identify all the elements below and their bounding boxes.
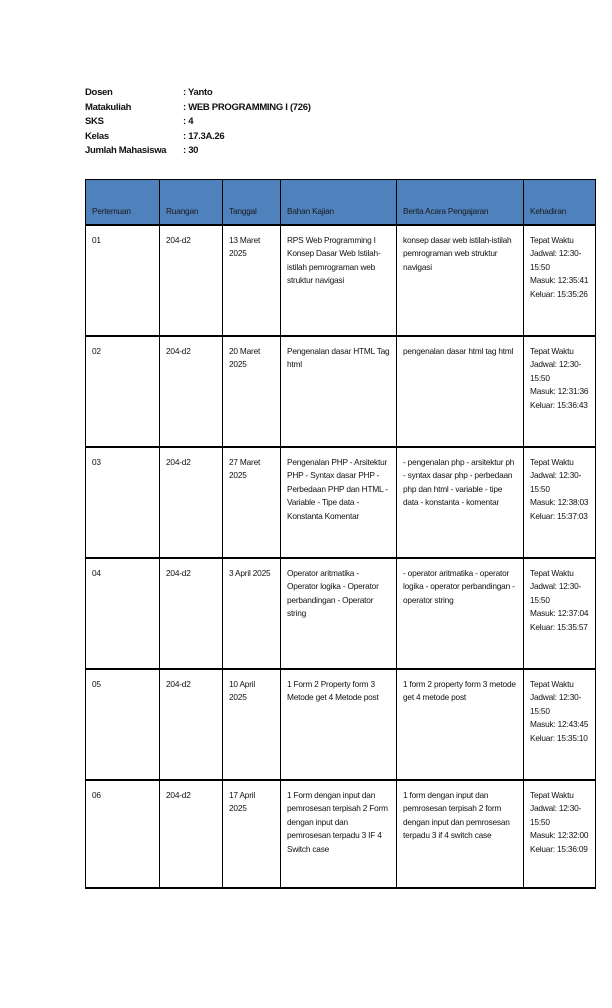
attendance-jadwal: Jadwal: 12:30-15:50	[530, 803, 582, 827]
attendance-masuk: Masuk: 12:38:03	[530, 497, 589, 508]
attendance-masuk: Masuk: 12:43:45	[530, 719, 589, 730]
info-label-dosen: Dosen	[85, 87, 113, 98]
cell-ruangan: 204-d2	[160, 780, 223, 888]
cell-ruangan: 204-d2	[160, 336, 223, 447]
cell-berita-acara: 1 form 2 property form 3 metode get 4 metode post	[397, 669, 524, 780]
cell-pertemuan: 04	[86, 558, 160, 669]
cell-ruangan: 204-d2	[160, 225, 223, 336]
cell-kehadiran	[524, 225, 596, 336]
attendance-jadwal: Jadwal: 12:30-15:50	[530, 470, 582, 494]
attendance-jadwal: Jadwal: 12:30-15:50	[530, 581, 582, 605]
cell-tanggal: 10 April 2025	[223, 669, 281, 780]
info-row-sks	[85, 115, 311, 130]
header-ruangan: Ruangan	[160, 180, 223, 226]
info-value-matakuliah: : WEB PROGRAMMING I (726)	[183, 101, 311, 113]
attendance-keluar: Keluar: 15:35:57	[530, 621, 588, 632]
table-row	[86, 669, 596, 780]
attendance-keluar: Keluar: 15:36:09	[530, 843, 588, 854]
info-row-matakuliah	[85, 101, 311, 116]
table-row	[86, 225, 596, 336]
cell-berita-acara: - pengenalan php - arsitektur ph - syntax dasar php - perbedaan php dan html - variable - tipe data - konstanta - komentar	[397, 447, 524, 558]
attendance-status: Tepat Waktu	[530, 790, 574, 800]
attendance-keluar: Keluar: 15:36:43	[530, 399, 588, 410]
cell-kehadiran	[524, 558, 596, 669]
info-label-jumlah-mahasiswa: Jumlah Mahasiswa	[85, 145, 167, 156]
cell-kehadiran	[524, 336, 596, 447]
attendance-keluar: Keluar: 15:35:10	[530, 732, 588, 743]
header-pertemuan: Pertemuan	[86, 180, 160, 226]
info-row-dosen	[85, 86, 311, 101]
info-value-dosen: : Yanto	[183, 87, 213, 98]
attendance-status: Tepat Waktu	[530, 457, 574, 467]
header-bahan-kajian: Bahan Kajian	[281, 180, 397, 226]
cell-pertemuan: 01	[86, 225, 160, 336]
attendance-status: Tepat Waktu	[530, 235, 574, 245]
info-row-kelas	[85, 130, 311, 145]
table-row	[86, 780, 596, 888]
cell-bahan-kajian: 1 Form 2 Property form 3 Metode get 4 Metode post	[281, 669, 397, 780]
cell-bahan-kajian: Pengenalan PHP - Arsitektur PHP - Syntax dasar PHP - Perbedaan PHP dan HTML - Variable - Tipe data - Konstanta Komentar	[281, 447, 397, 558]
attendance-masuk: Masuk: 12:35:41	[530, 275, 589, 286]
cell-kehadiran	[524, 669, 596, 780]
table-row	[86, 336, 596, 447]
cell-tanggal: 20 Maret 2025	[223, 336, 281, 447]
cell-ruangan: 204-d2	[160, 447, 223, 558]
attendance-keluar: Keluar: 15:35:26	[530, 288, 588, 299]
cell-kehadiran	[524, 780, 596, 888]
table-header-row	[86, 180, 596, 226]
course-info	[85, 86, 311, 159]
cell-pertemuan: 02	[86, 336, 160, 447]
info-value-jumlah-mahasiswa: : 30	[183, 145, 199, 156]
cell-bahan-kajian: RPS Web Programming I Konsep Dasar Web Istilah-istilah pemrograman web struktur navigasi	[281, 225, 397, 336]
info-row-jumlah-mahasiswa	[85, 144, 311, 159]
cell-pertemuan: 03	[86, 447, 160, 558]
cell-pertemuan: 06	[86, 780, 160, 888]
table-row	[86, 447, 596, 558]
attendance-masuk: Masuk: 12:31:36	[530, 386, 589, 397]
attendance-jadwal: Jadwal: 12:30-15:50	[530, 248, 582, 272]
cell-berita-acara: konsep dasar web istilah-istilah pemrograman web struktur navigasi	[397, 225, 524, 336]
cell-bahan-kajian: Operator aritmatika - Operator logika - Operator perbandingan - Operator string	[281, 558, 397, 669]
cell-pertemuan: 05	[86, 669, 160, 780]
attendance-status: Tepat Waktu	[530, 346, 574, 356]
cell-berita-acara: 1 form dengan input dan pemrosesan terpisah 2 form dengan input dan pemrosesan terpadu 3 if 4 switch case	[397, 780, 524, 888]
meeting-table	[85, 179, 596, 889]
cell-berita-acara: - operator aritmatika - operator logika - operator perbandingan - operator string	[397, 558, 524, 669]
info-label-matakuliah: Matakuliah	[85, 101, 132, 113]
cell-bahan-kajian: 1 Form dengan input dan pemrosesan terpisah 2 Form dengan input dan pemrosesan terpadu 3 IF 4 Switch case	[281, 780, 397, 888]
attendance-jadwal: Jadwal: 12:30-15:50	[530, 692, 582, 716]
attendance-masuk: Masuk: 12:32:00	[530, 830, 589, 841]
attendance-status: Tepat Waktu	[530, 679, 574, 689]
info-label-kelas: Kelas	[85, 130, 109, 142]
info-value-sks: : 4	[183, 116, 194, 127]
cell-kehadiran	[524, 447, 596, 558]
cell-berita-acara: pengenalan dasar html tag html	[397, 336, 524, 447]
header-kehadiran: Kehadiran	[524, 180, 596, 226]
attendance-status: Tepat Waktu	[530, 568, 574, 578]
attendance-masuk: Masuk: 12:37:04	[530, 608, 589, 619]
cell-bahan-kajian: Pengenalan dasar HTML Tag html	[281, 336, 397, 447]
header-berita-acara: Berita Acara Pengajaran	[397, 180, 524, 226]
cell-tanggal: 27 Maret 2025	[223, 447, 281, 558]
cell-ruangan: 204-d2	[160, 558, 223, 669]
info-label-sks: SKS	[85, 116, 104, 127]
cell-ruangan: 204-d2	[160, 669, 223, 780]
table-row	[86, 558, 596, 669]
attendance-keluar: Keluar: 15:37:03	[530, 510, 588, 521]
header-tanggal: Tanggal	[223, 180, 281, 226]
cell-tanggal: 13 Maret 2025	[223, 225, 281, 336]
cell-tanggal: 3 April 2025	[223, 558, 281, 669]
info-value-kelas: : 17.3A.26	[183, 130, 225, 142]
cell-tanggal: 17 April 2025	[223, 780, 281, 888]
attendance-jadwal: Jadwal: 12:30-15:50	[530, 359, 582, 383]
